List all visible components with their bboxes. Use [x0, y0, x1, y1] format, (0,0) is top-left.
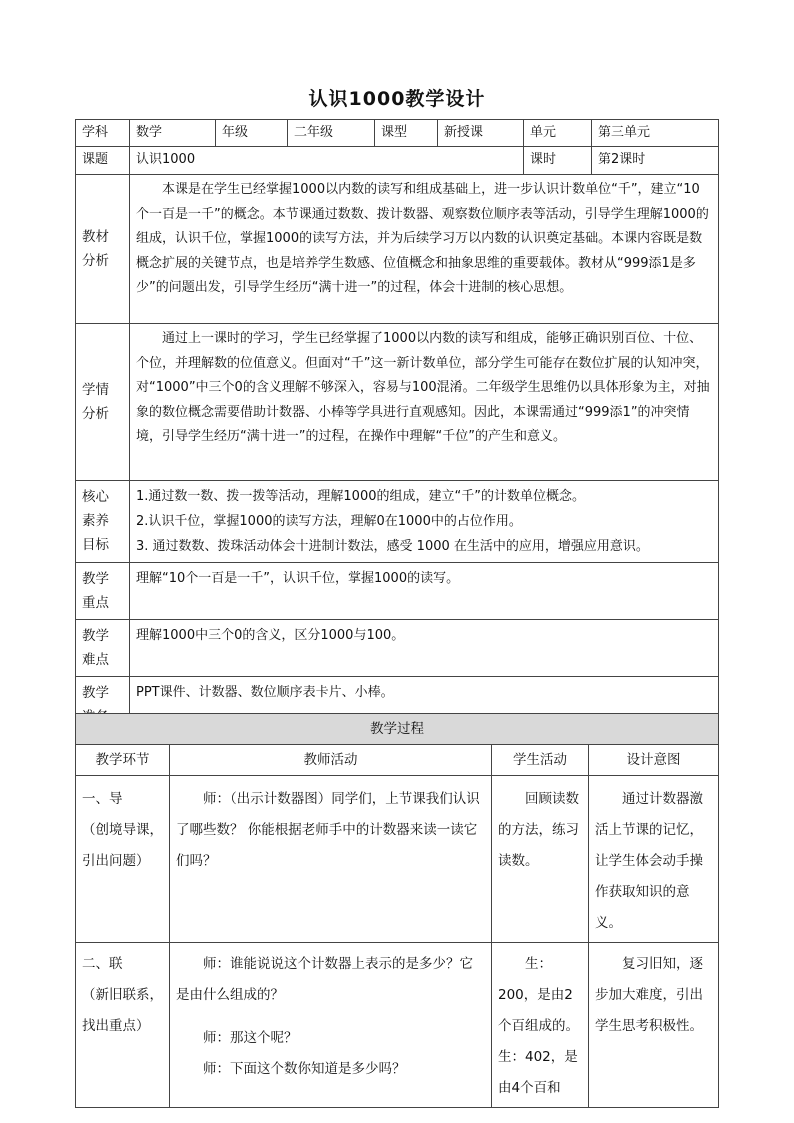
core-goals-list	[130, 481, 719, 563]
info-row	[76, 120, 719, 147]
design-intent-cell: 复习旧知，逐步加大难度，引出学生思考积极性。	[589, 943, 719, 1108]
grade-value: 二年级	[288, 120, 375, 147]
goal-item: 3. 通过数数、拨珠活动体会十进制计数法，感受 1000 在生活中的应用，增强应用意识。	[136, 539, 649, 554]
column-header: 设计意图	[589, 745, 719, 776]
lesson-info-table	[75, 119, 719, 734]
preparation-text: PPT课件、计数器、数位顺序表卡片、小棒。	[130, 677, 719, 734]
teacher-activity-cell: 师：谁能说说这个计数器上表示的是多少？它是由什么组成的？ 师：那这个呢？ 师：下面这个数你知道是多少吗？	[170, 943, 492, 1108]
unit-value: 第三单元	[592, 120, 719, 147]
key-points-row	[76, 563, 719, 620]
key-points-label: 教学 重点	[76, 563, 130, 620]
preparation-label: 教学	[76, 677, 130, 734]
topic-label: 课题	[76, 147, 130, 175]
difficult-points-row	[76, 620, 719, 677]
grade-label: 年级	[216, 120, 288, 147]
difficult-points-label: 教学 难点	[76, 620, 130, 677]
key-points-text: 理解“10个一百是一千”，认识千位，掌握1000的读写。	[130, 563, 719, 620]
teaching-process-table	[75, 713, 719, 1108]
design-intent-cell: 通过计数器激活上节课的记忆，让学生体会动手操作获取知识的意义。	[589, 776, 719, 943]
material-analysis-row	[76, 175, 719, 324]
student-analysis-row	[76, 324, 719, 481]
material-analysis-label: 教材 分析	[76, 175, 130, 324]
student-activity-cell: 生：200，是由2个百组成的。生：402，是由4个百和	[492, 943, 589, 1108]
column-header: 学生活动	[492, 745, 589, 776]
subject-label: 学科	[76, 120, 130, 147]
type-value: 新授课	[438, 120, 524, 147]
goal-item: 2.认识千位，掌握1000的读写方法，理解0在1000中的占位作用。	[136, 514, 522, 529]
process-columns-row	[76, 745, 719, 776]
core-goals-row	[76, 481, 719, 563]
period-label: 课时	[524, 147, 592, 175]
student-analysis-text: 通过上一课时的学习，学生已经掌握了1000以内数的读写和组成，能够正确识别百位、十位、个位，并理解数的位值意义。但面对“千”这一新计数单位，部分学生可能存在数位扩展的认知冲突，对“1000”中三个0的含义理解不够深入，容易与100混淆。二年级学生思维仍以具体形象为主，对抽象的数位概念需要借助计数器、小棒等学具进行直观感知。因此，本课需通过“999添1”的冲突情境，引导学生经历“满十进一”的过程，在操作中理解“千位”的产生和意义。	[130, 324, 719, 481]
column-header: 教学环节	[76, 745, 170, 776]
goal-item: 1.通过数一数、拨一拨等活动，理解1000的组成，建立“千”的计数单位概念。	[136, 489, 585, 504]
process-row	[76, 943, 719, 1108]
stage-cell: 二、联 （新旧联系， 找出重点）	[76, 943, 170, 1108]
process-row	[76, 776, 719, 943]
teacher-activity-cell: 师：（出示计数器图）同学们，上节课我们认识了哪些数？ 你能根据老师手中的计数器来读一读它们吗？	[170, 776, 492, 943]
stage-cell: 一、导 （创境导课， 引出问题）	[76, 776, 170, 943]
core-goals-label: 核心 素养 目标	[76, 481, 130, 563]
column-header: 教师活动	[170, 745, 492, 776]
subject-value: 数学	[130, 120, 216, 147]
student-analysis-label: 学情 分析	[76, 324, 130, 481]
difficult-points-text: 理解1000中三个0的含义，区分1000与100。	[130, 620, 719, 677]
process-header: 教学过程	[76, 714, 719, 745]
process-header-row	[76, 714, 719, 745]
unit-label: 单元	[524, 120, 592, 147]
material-analysis-text: 本课是在学生已经掌握1000以内数的读写和组成基础上，进一步认识计数单位“千”，建立“10个一百是一千”的概念。本节课通过数数、拨计数器、观察数位顺序表等活动，引导学生理解1000的组成，认识千位，掌握1000的读写方法，并为后续学习万以内数的认识奠定基础。本课内容既是数概念扩展的关键节点，也是培养学生数感、位值概念和抽象思维的重要载体。教材从“999添1是多少”的问题出发，引导学生经历“满十进一”的过程，体会十进制的核心思想。	[130, 175, 719, 324]
topic-value: 认识1000	[130, 147, 524, 175]
period-value: 第2课时	[592, 147, 719, 175]
topic-row	[76, 147, 719, 175]
student-activity-cell: 回顾读数的方法，练习读数。	[492, 776, 589, 943]
type-label: 课型	[375, 120, 438, 147]
document-title: 认识1000教学设计	[308, 88, 486, 110]
